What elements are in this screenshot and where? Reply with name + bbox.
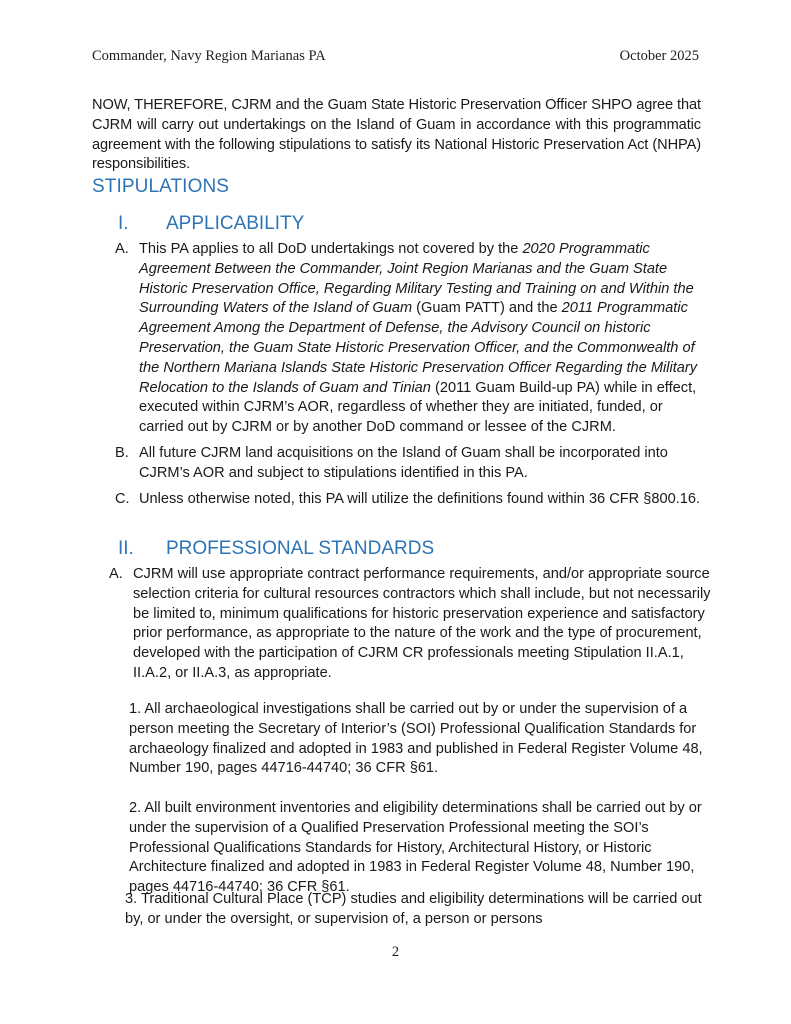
list-item-I-C (115, 490, 715, 530)
item-text: (Guam PATT) and the (412, 300, 562, 317)
sub-item-3: 3. Traditional Cultural Place (TCP) studies and eligibility determinations will be carried out by, or under the oversight, or supervision of, a person or persons (125, 891, 702, 927)
intro-paragraph: NOW, THEREFORE, CJRM and the Guam State Historic Preservation Officer SHPO agree that CJRM will carry out undertakings on the Island of Guam in accordance with this programmatic agreement with the following stipulations to satisfy its National Historic Preservation Act (NHPA) responsibilities. (92, 97, 701, 173)
sub-item-1: 1. All archaeological investigations shall be carried out by or under the supervision of a person meeting the Secretary of Interior’s (SOI) Professional Qualification Standards for archaeology finalized and adopted in 1983 and published in Federal Register Volume 48, Number 190, pages 44716-44740; 36 CFR §61. (129, 701, 703, 777)
item-label: B. (115, 445, 129, 461)
item-italic-title: 2020 Programmatic Agreement Between the Commander, Joint Region Marianas and the Guam State Historic Preservation Office, Regarding Military Testing and Training on and Within the Surrounding Waters of the Island of Guam (139, 241, 694, 317)
section-title: APPLICABILITY (166, 213, 305, 234)
item-label: A. (115, 241, 129, 257)
page-number: 2 (391, 944, 400, 960)
item-label: A. (109, 566, 123, 582)
list-item-II-A (109, 565, 719, 705)
item-text: (2011 Guam Build-up PA) while in effect, executed within CJRM’s AOR, regardless of whether they are initiated, funded, or carried out by CJRM or by another DoD command or lessee of the CJRM. (139, 379, 697, 436)
sub-item-2: 2. All built environment inventories and eligibility determinations shall be carried out by or under the supervision of a Qualified Preservation Professional meeting the SOI’s Professional Qualifications Standards for History, Architectural History, or Historic Architecture finalized and adopted in 1983 in Federal Register Volume 48, Number 190, pages 44716-44740; 36 CFR §61. (129, 800, 702, 896)
section-title: PROFESSIONAL STANDARDS (166, 538, 435, 559)
section-number: II. (118, 538, 134, 559)
header-title: Commander, Navy Region Marianas PA (92, 48, 326, 64)
item-text: This PA applies to all DoD undertakings not covered by the (139, 241, 523, 257)
section-heading-stipulations: STIPULATIONS (92, 176, 230, 197)
item-italic-title: 2011 Programmatic Agreement Among the Department of Defense, the Advisory Council on historic Preservation, the Guam State Historic Preservation Officer, and the Commonwealth of the Northern Mariana Islands State Historic Preservation Officer Regarding the Military Relocation to the Islands of Guam and Tinian (139, 300, 698, 396)
section-heading-professional-standards (118, 538, 518, 564)
section-heading-applicability (118, 213, 518, 239)
item-label: C. (115, 491, 130, 507)
list-item-I-B (115, 444, 715, 484)
item-body: Unless otherwise noted, this PA will utilize the definitions found within 36 CFR §800.16. (139, 491, 701, 507)
list-item-I-A (115, 240, 715, 440)
item-body: All future CJRM land acquisitions on the Island of Guam shall be incorporated into CJRM’s AOR and subject to stipulations identified in this PA. (139, 445, 668, 481)
header-date: October 2025 (619, 48, 699, 64)
item-body: CJRM will use appropriate contract performance requirements, and/or appropriate source selection criteria for cultural resources contractors which shall include, but not necessarily be limited to, minimum qualifications for historic preservation experience and satisfactory prior performance, as appropriate to the nature of the work and the type of procurement, developed with the participation of CJRM CR professionals meeting Stipulation II.A.1, II.A.2, or II.A.3, as appropriate. (133, 566, 711, 681)
item-body (139, 240, 711, 438)
section-number: I. (118, 213, 129, 234)
